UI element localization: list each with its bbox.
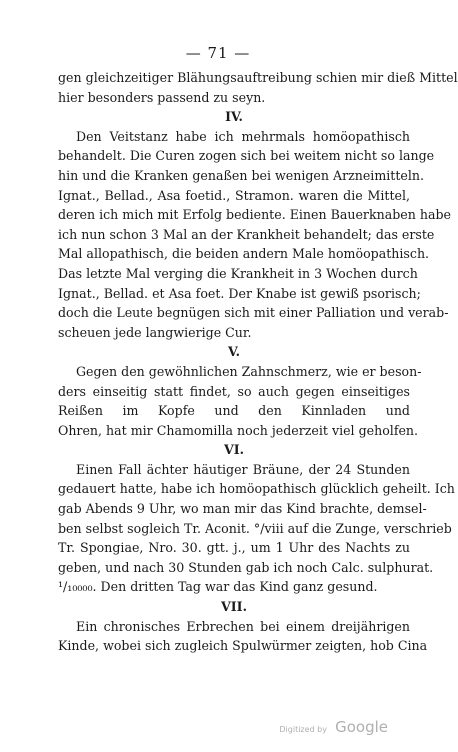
text-line: Ignat., Bellad. et Asa foet. Der Knabe ist gewiß psorisch; <box>58 285 421 301</box>
text-line: ben selbst sogleich Tr. Aconit. °/viii auf die Zunge, verschrieb <box>58 520 452 536</box>
text-line: Ein chronisches Erbrechen bei einem dreijährigen <box>76 618 410 634</box>
watermark-prefix: Digitized by <box>279 725 327 734</box>
text-line: hin und die Kranken genaßen bei wenigen Arzneimitteln. <box>58 167 425 183</box>
section-heading-iv: IV. <box>225 109 243 125</box>
text-line: gen gleichzeitiger Blähungsauftreibung schien mir dieß Mittel <box>58 70 458 85</box>
watermark-brand: Google <box>335 718 388 736</box>
text-line: Ignat., Bellad., Asa foetid., Stramon. waren die Mittel, <box>58 187 410 203</box>
text-line: Einen Fall ächter häutiger Bräune, der 24 Stunden <box>76 461 410 477</box>
text-line: ¹/₁₀₀₀₀. Den dritten Tag war das Kind ganz gesund. <box>58 579 378 595</box>
text-line: Mal allopathisch, die beiden andern Male homöopathisch. <box>58 246 430 262</box>
page-body <box>58 68 458 656</box>
digitized-by-google-watermark <box>279 717 388 736</box>
text-line: Das letzte Mal verging die Krankheit in 3 Wochen durch <box>58 265 418 281</box>
text-line: scheuen jede langwierige Cur. <box>58 324 252 340</box>
text-line: geben, und nach 30 Stunden gab ich noch Calc. sulphurat. <box>58 559 434 575</box>
text-line: ders einseitig statt findet, so auch gegen einseitiges <box>58 383 410 399</box>
text-line: ich nun schon 3 Mal an der Krankheit behandelt; das erste <box>58 226 435 242</box>
text-line: hier besonders passend zu seyn. <box>58 89 266 105</box>
text-line: Den Veitstanz habe ich mehrmals homöopathisch <box>76 128 410 144</box>
text-line: Kinde, wobei sich zugleich Spulwürmer zeigten, hob Cina <box>58 638 428 654</box>
page-number: — 71 — <box>185 44 251 62</box>
text-line: behandelt. Die Curen zogen sich bei weitem nicht so lange <box>58 148 435 164</box>
text-line: Gegen den gewöhnlichen Zahnschmerz, wie er beson- <box>76 363 422 379</box>
section-heading-vii: VII. <box>221 599 247 615</box>
text-line: Reißen im Kopfe und den Kinnladen und <box>58 403 410 419</box>
section-heading-vi: VI. <box>223 442 245 458</box>
text-line: Tr. Spongiae, Nro. 30. gtt. j., um 1 Uhr des Nachts zu <box>58 540 410 556</box>
text-line: gedauert hatte, habe ich homöopathisch glücklich geheilt. Ich <box>58 481 455 497</box>
text-line: doch die Leute begnügen sich mit einer Palliation und verab- <box>58 305 449 321</box>
text-line: Ohren, hat mir Chamomilla noch jederzeit viel geholfen. <box>58 422 419 438</box>
text-line: deren ich mich mit Erfolg bediente. Einen Bauerknaben habe <box>58 207 451 223</box>
section-heading-v: V. <box>228 344 240 360</box>
text-line: gab Abends 9 Uhr, wo man mir das Kind brachte, demsel- <box>58 501 427 517</box>
